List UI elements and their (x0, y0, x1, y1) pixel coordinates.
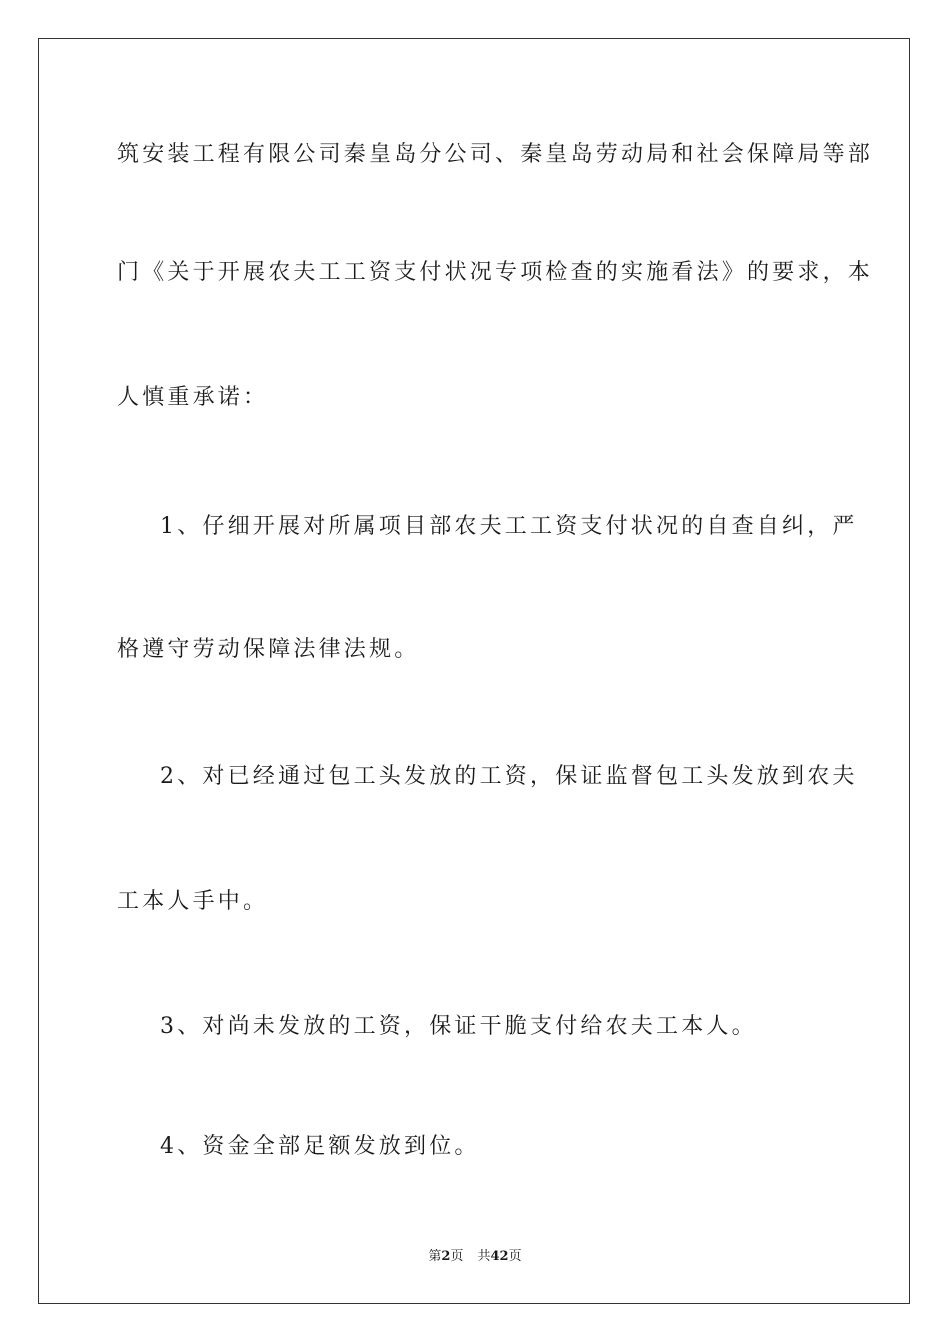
body-text-line: 筑安装工程有限公司秦皇岛分公司、秦皇岛劳动局和社会保障局等部 (117, 142, 874, 167)
body-text-line: 门《关于开展农夫工工资支付状况专项检查的实施看法》的要求，本 (117, 260, 874, 285)
body-text-line: 工本人手中。 (117, 889, 269, 914)
page-footer (0, 1248, 950, 1266)
total-prefix: 共 (477, 1249, 491, 1264)
list-item-4: 4、资金全部足额发放到位。 (160, 1134, 480, 1159)
page-prefix: 第 (428, 1249, 442, 1264)
page-suffix: 页 (450, 1249, 464, 1264)
list-item-3: 3、对尚未发放的工资，保证干脆支付给农夫工本人。 (160, 1014, 757, 1039)
body-text-line: 人慎重承诺： (117, 385, 269, 410)
total-pages: 42 (490, 1249, 509, 1264)
list-item-2: 2、对已经通过包工头发放的工资，保证监督包工头发放到农夫 (160, 764, 858, 789)
total-suffix: 页 (508, 1249, 522, 1264)
page-border (38, 38, 910, 1304)
body-text-line: 格遵守劳动保障法律法规。 (117, 637, 420, 662)
list-item-1: 1、仔细开展对所属项目部农夫工工资支付状况的自查自纠，严 (160, 514, 858, 539)
page-number: 2 (441, 1249, 451, 1264)
